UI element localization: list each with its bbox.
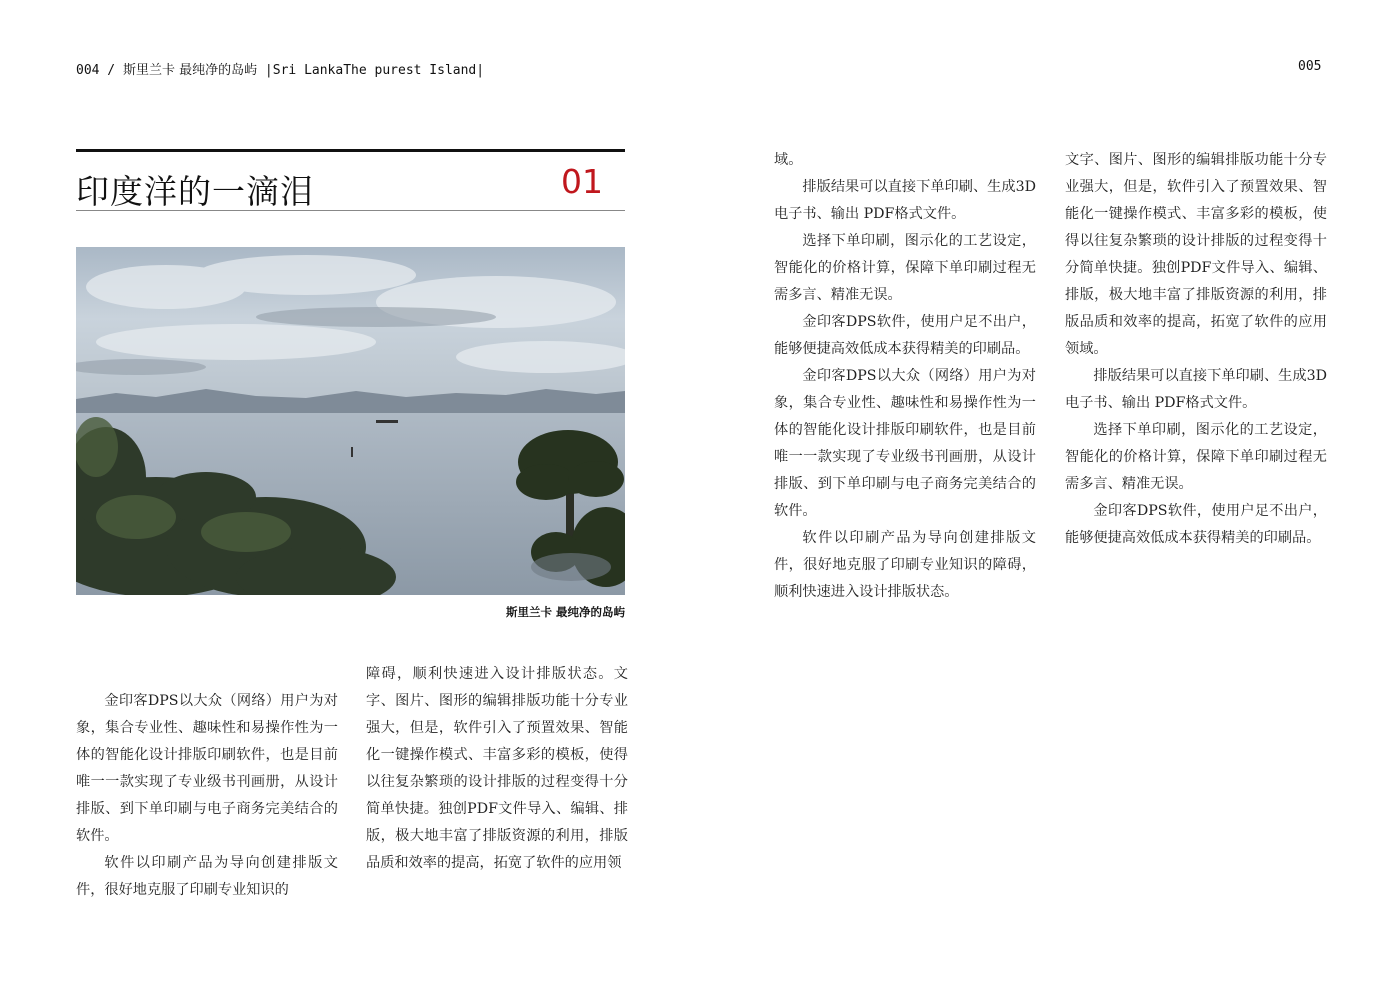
running-header	[76, 59, 484, 78]
header-title-en: |Sri LankaThe purest Island|	[257, 63, 485, 78]
paragraph: 选择下单印刷，图示化的工艺设定，智能化的价格计算，保障下单印刷过程无需多言、精准无误。	[1065, 422, 1327, 492]
paragraph: 金印客DPS软件，使用户足不出户，能够便捷高效低成本获得精美的印刷品。	[774, 314, 1036, 357]
chapter-title: 印度洋的一滴泪	[76, 172, 314, 211]
text-column-3	[774, 147, 1036, 606]
page-number-right: 005	[1298, 59, 1322, 74]
lake-photo-illustration	[76, 247, 625, 595]
paragraph: 排版结果可以直接下单印刷、生成3D电子书、输出 PDF格式文件。	[774, 179, 1036, 222]
chapter-heading	[76, 149, 625, 211]
text-column-2	[366, 661, 628, 877]
paragraph: 文字、图片、图形的编辑排版功能十分专业强大，但是，软件引入了预置效果、智能化一键操作模式、丰富多彩的模板，使得以往复杂繁琐的设计排版的过程变得十分简单快捷。独创PDF文件导入、编辑、排版，极大地丰富了排版资源的利用，排版品质和效率的提高，拓宽了软件的应用领域。	[1065, 152, 1327, 357]
chapter-number: 01	[561, 162, 603, 201]
paragraph: 金印客DPS以大众（网络）用户为对象，集合专业性、趣味性和易操作性为一体的智能化设计排版印刷软件，也是目前唯一一款实现了专业级书刊画册，从设计排版、到下单印刷与电子商务完美结合的软件。	[76, 693, 338, 844]
header-title-cn: 斯里兰卡 最纯净的岛屿	[122, 63, 258, 78]
paragraph: 金印客DPS以大众（网络）用户为对象，集合专业性、趣味性和易操作性为一体的智能化设计排版印刷软件，也是目前唯一一款实现了专业级书刊画册，从设计排版、到下单印刷与电子商务完美结合的软件。	[774, 368, 1036, 519]
paragraph: 排版结果可以直接下单印刷、生成3D电子书、输出 PDF格式文件。	[1065, 368, 1327, 411]
lake-photo	[76, 247, 625, 595]
photo-caption: 斯里兰卡 最纯净的岛屿	[505, 605, 625, 619]
paragraph: 软件以印刷产品为导向创建排版文件，很好地克服了印刷专业知识的	[76, 855, 338, 898]
header-separator: /	[99, 63, 123, 78]
paragraph: 障碍，顺利快速进入设计排版状态。文字、图片、图形的编辑排版功能十分专业强大，但是，软件引入了预置效果、智能化一键操作模式、丰富多彩的模板，使得以往复杂繁琐的设计排版的过程变得十分简单快捷。独创PDF文件导入、编辑、排版，极大地丰富了排版资源的利用，排版品质和效率的提高，拓宽了软件的应用领	[366, 666, 628, 871]
page-number-left: 004	[76, 63, 100, 78]
paragraph: 金印客DPS软件，使用户足不出户，能够便捷高效低成本获得精美的印刷品。	[1065, 503, 1327, 546]
paragraph: 选择下单印刷，图示化的工艺设定，智能化的价格计算，保障下单印刷过程无需多言、精准无误。	[774, 233, 1036, 303]
paragraph: 软件以印刷产品为导向创建排版文件，很好地克服了印刷专业知识的障碍，顺利快速进入设计排版状态。	[774, 530, 1036, 600]
text-column-1	[76, 688, 338, 904]
text-column-4	[1065, 147, 1327, 552]
paragraph: 域。	[774, 152, 803, 168]
